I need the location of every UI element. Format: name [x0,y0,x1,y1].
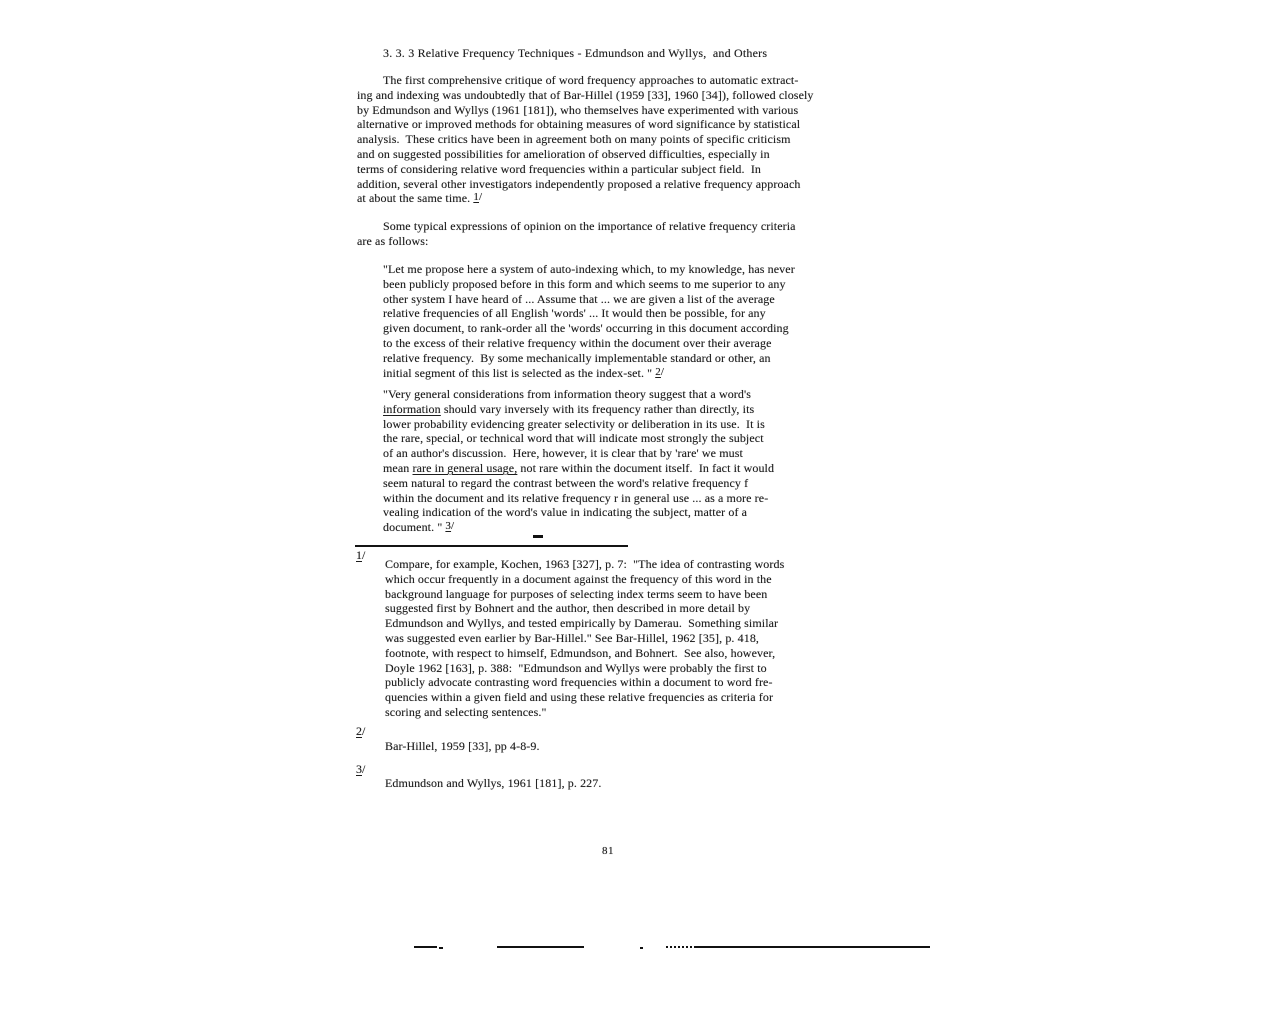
quote-block-auto-indexing: "Let me propose here a system of auto-indexing which, to my knowledge, has never been publicly proposed before in this form and which seems to me superior to any other system I have heard of ... Assume that ... we are given a list of the average relative frequencies of all English 'words' ... It would then be possible, for any given document, to rank-order all the 'words' occurring in this document according to the excess of their relative frequency within the document over their average relative frequency. By some mechanically implementable standard or other, an initial segment of this list is selected as the index-set. " $^{2/}$ [383,262,795,380]
footnote-marker-1: 1/ [356,548,366,562]
section-heading: 3. 3. 3 Relative Frequency Techniques - Edmundson and Wyllys, and Others [383,46,768,60]
paragraph-intro-critique: The first comprehensive critique of word frequency approaches to automatic extract- ing and indexing was undoubtedly that of Bar-Hillel (1959 [33], 1960 [34]), followed closely by Edmundson and Wyllys (1961 [181]), who themselves have experimented with various alternative or improved methods for obtaining measures of word significance by statistical analysis. These critics have been in agreement both on many points of specific criticism and on suggested possibilities for amelioration of observed difficulties, especially in terms of considering relative word frequencies within a particular subject field. In addition, several other investigators independently proposed a relative frequency approach at about the same time. $^{1/}$ [357,73,814,206]
footnote-text-2: Bar-Hillel, 1959 [33], pp 4-8-9. [385,739,540,753]
footnote-text-1: Compare, for example, Kochen, 1963 [327], p. 7: "The idea of contrasting words which occur frequently in a document against the frequency of this word in the background language for purposes of selecting index terms seem to have been suggested first by Bohnert and the author, then described in more detail by Edmundson and Wyllys, and tested empirically by Damerau. Something similar was suggested even earlier by Bar-Hillel." See Bar-Hillel, 1962 [35], p. 418, footnote, with respect to himself, Edmundson, and Bohnert. See also, however, Doyle 1962 [163], p. 388: "Edmundson and Wyllys were probably the first to publicly advocate contrasting word frequencies within a document to word fre- quencies within a given field and using these relative frequencies as criteria for scoring and selecting sentences." [385,557,785,719]
scan-artifact-dot [439,947,443,949]
scan-artifact-mark [533,535,543,538]
footnote-marker-2: 2/ [356,724,366,738]
scan-artifact-dot [640,947,643,949]
quote-block-information-theory: "Very general considerations from information theory suggest that a word's information should vary inversely with its frequency rather than directly, its lower probability evidencing greater selectivity or deliberation in its use. It is the rare, special, or technical word that will indicate most strongly the subject of an author's discussion. Here, however, it is clear that by 'rare' we must mean rare in general usage, not rare within the document itself. In fact it would seem natural to regard the contrast between the word's relative frequency f within the document and its relative frequency r in general use ... as a more re- vealing indication of the word's value in indicating the subject, matter of a document. " $^{3/}$ [383,387,775,535]
footnote-divider-rule [355,545,628,547]
scan-artifact-line [694,946,930,948]
footnote-marker-3: 3/ [356,762,366,776]
scan-artifact-line [497,946,584,948]
scan-artifact-dashes [666,946,692,948]
scan-artifact-line [414,946,437,948]
footnote-text-3: Edmundson and Wyllys, 1961 [181], p. 227. [385,776,602,790]
paragraph-typical-expressions: Some typical expressions of opinion on the importance of relative frequency criteria are as follows: [357,219,796,248]
page-number: 81 [602,845,614,857]
